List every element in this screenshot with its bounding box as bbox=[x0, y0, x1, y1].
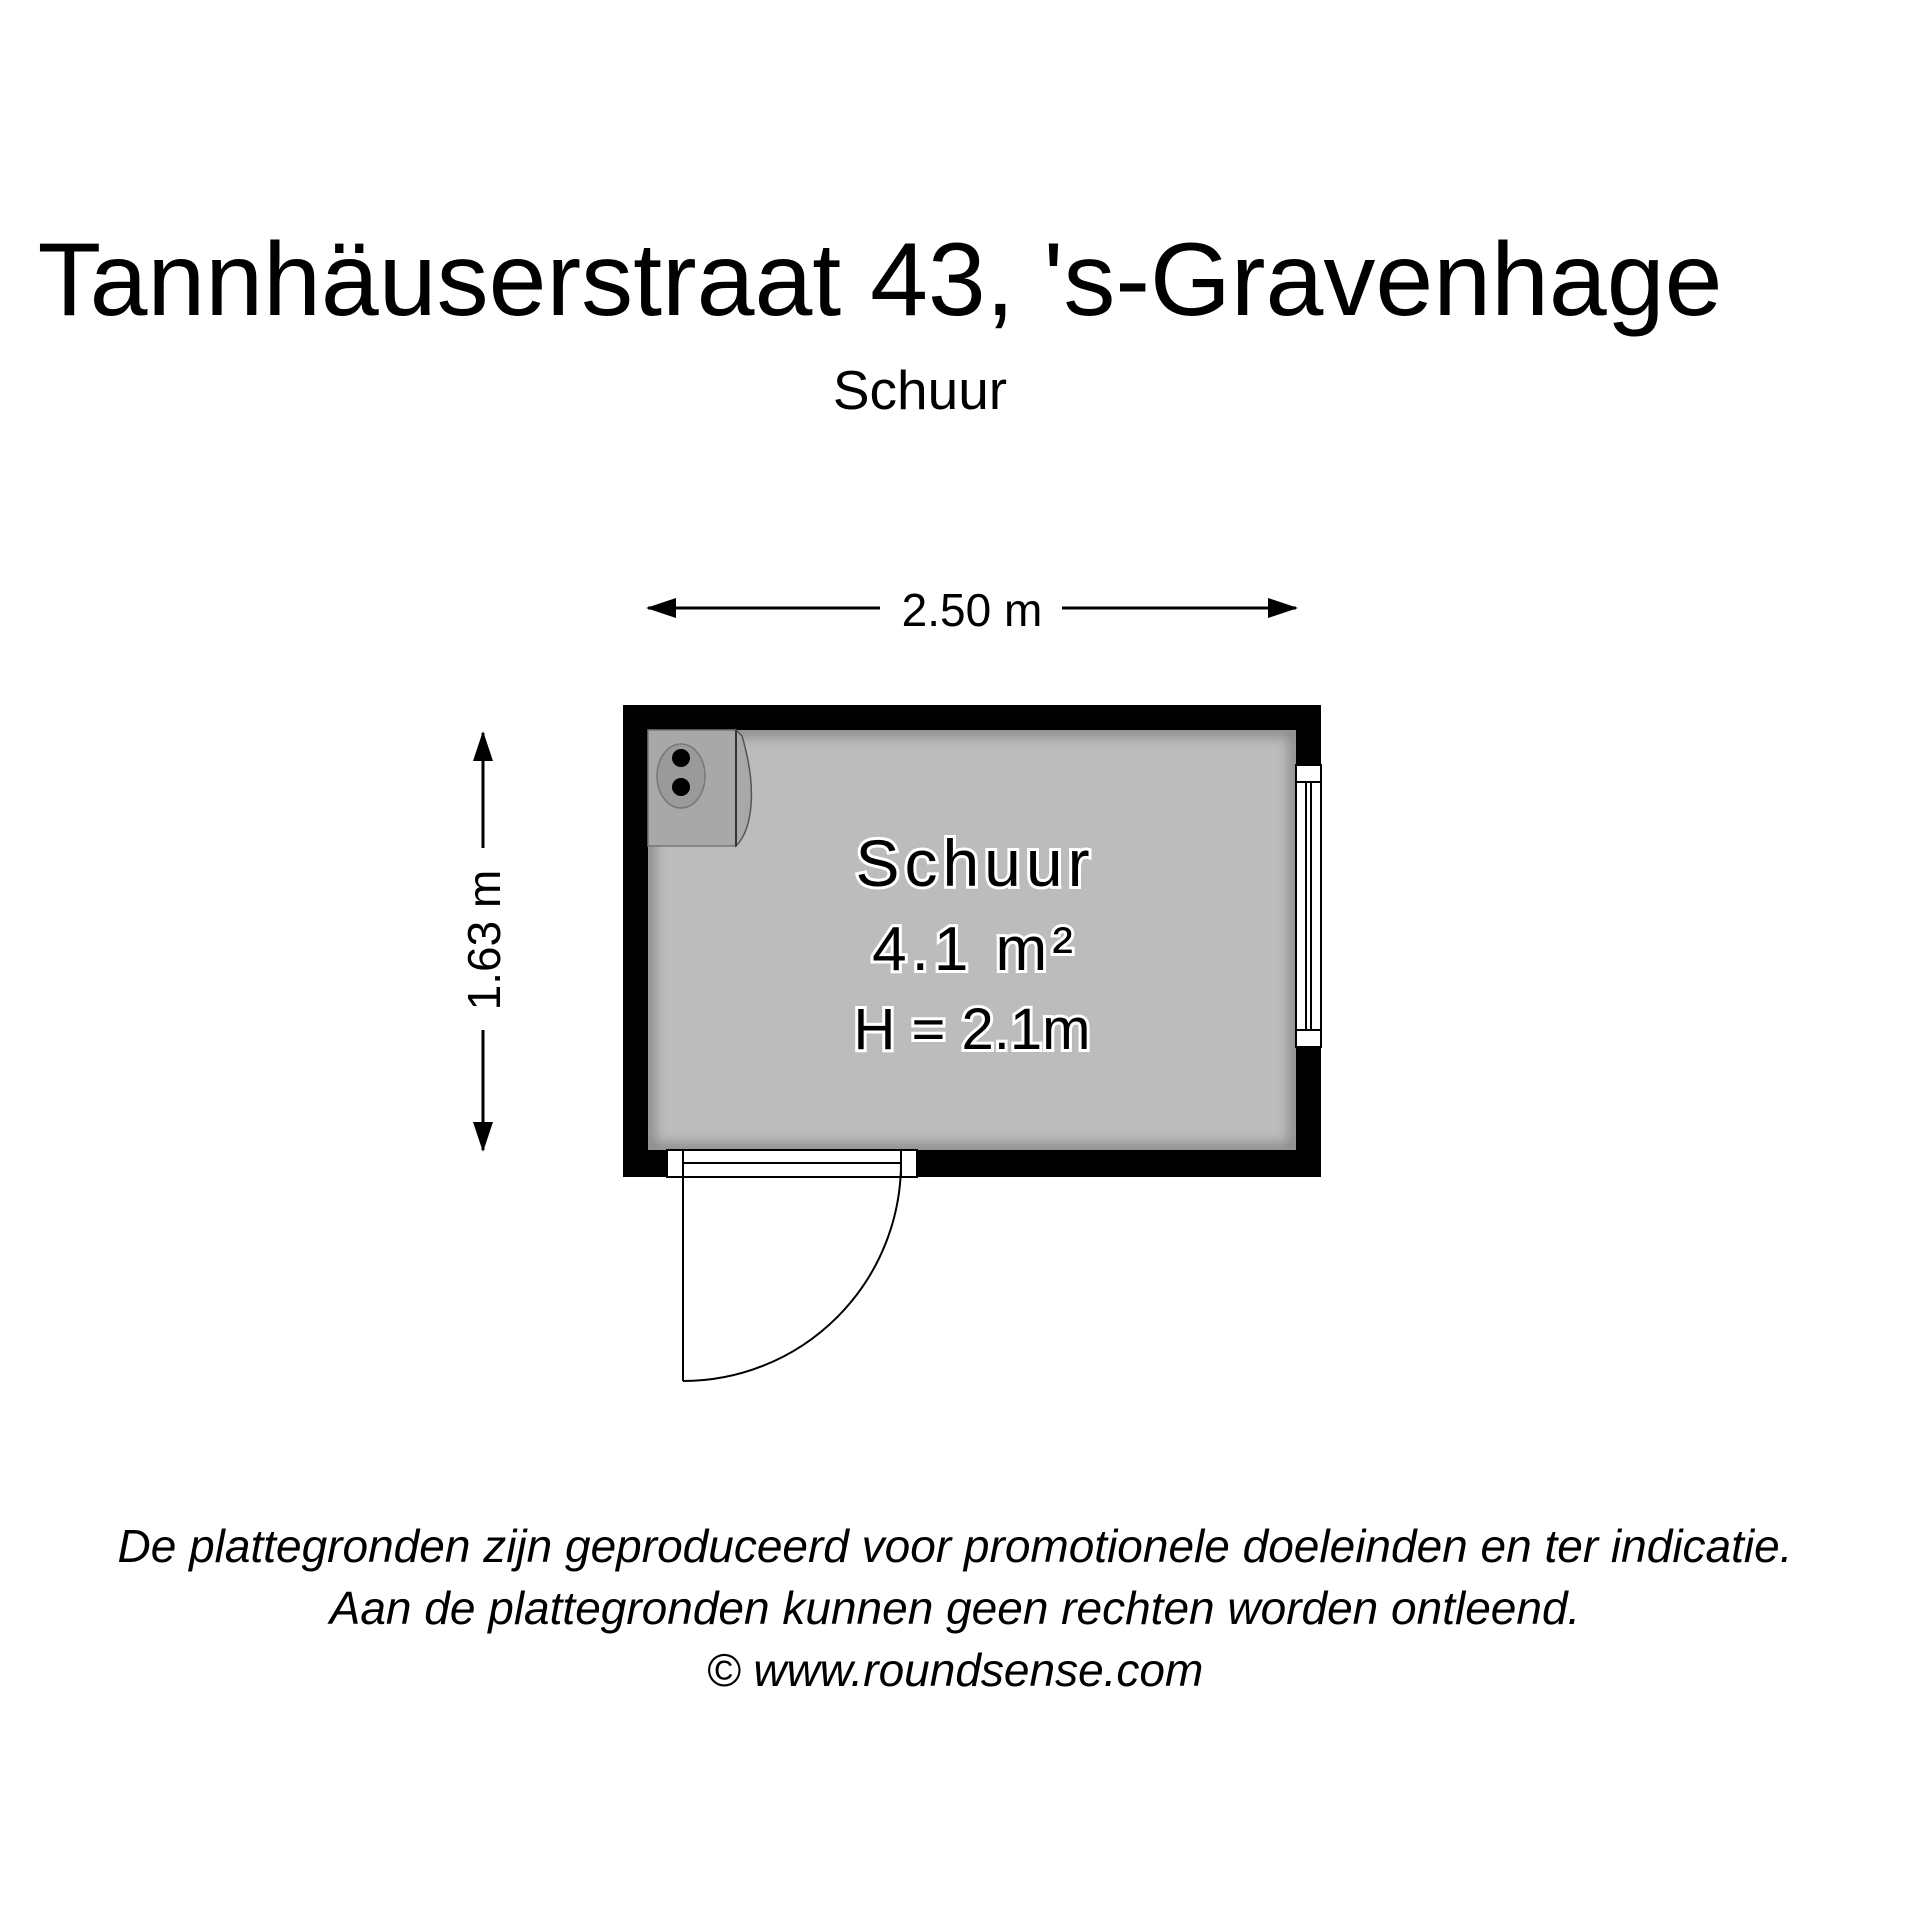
page-title: Tannhäuserstraat 43, 's-Gravenhage bbox=[37, 222, 1723, 338]
arrow-right-icon bbox=[1268, 598, 1298, 618]
disclaimer-line-2: Aan de plattegronden kunnen geen rechten worden ontleend. bbox=[329, 1582, 1581, 1634]
door-jamb-right bbox=[901, 1150, 917, 1177]
floor-subtitle: Schuur bbox=[832, 359, 1008, 421]
corner-fixture bbox=[648, 730, 751, 846]
door-swing-arc bbox=[683, 1163, 901, 1381]
window-right bbox=[1296, 765, 1321, 1047]
room-area: 4.1 m² bbox=[872, 915, 1078, 984]
copyright-link: © www.roundsense.com bbox=[706, 1644, 1204, 1696]
disclaimer-line-1: De plattegronden zijn geproduceerd voor promotionele doeleinden en ter indicatie. bbox=[117, 1520, 1793, 1572]
window-frame bbox=[1296, 765, 1321, 1047]
width-dimension bbox=[646, 584, 1298, 636]
depth-label: 1.63 m bbox=[458, 869, 510, 1011]
wall-left bbox=[623, 705, 648, 1177]
arrow-down-icon bbox=[473, 1122, 493, 1152]
width-label: 2.50 m bbox=[901, 584, 1043, 636]
room-label bbox=[854, 826, 1095, 1062]
wall-bottom-right bbox=[917, 1150, 1321, 1177]
disclaimer bbox=[0, 1515, 1915, 1701]
room-name: Schuur bbox=[855, 826, 1095, 900]
door bbox=[667, 1150, 917, 1381]
valve-top-icon bbox=[672, 749, 690, 767]
door-jamb-left bbox=[667, 1150, 683, 1177]
arrow-left-icon bbox=[646, 598, 676, 618]
valve-bottom-icon bbox=[672, 778, 690, 796]
wall-bottom-left bbox=[623, 1150, 667, 1177]
room-height: H = 2.1m bbox=[853, 997, 1091, 1062]
wall-top bbox=[623, 705, 1321, 730]
wall-right-upper bbox=[1296, 705, 1321, 765]
depth-dimension bbox=[458, 731, 510, 1152]
arrow-up-icon bbox=[473, 731, 493, 761]
